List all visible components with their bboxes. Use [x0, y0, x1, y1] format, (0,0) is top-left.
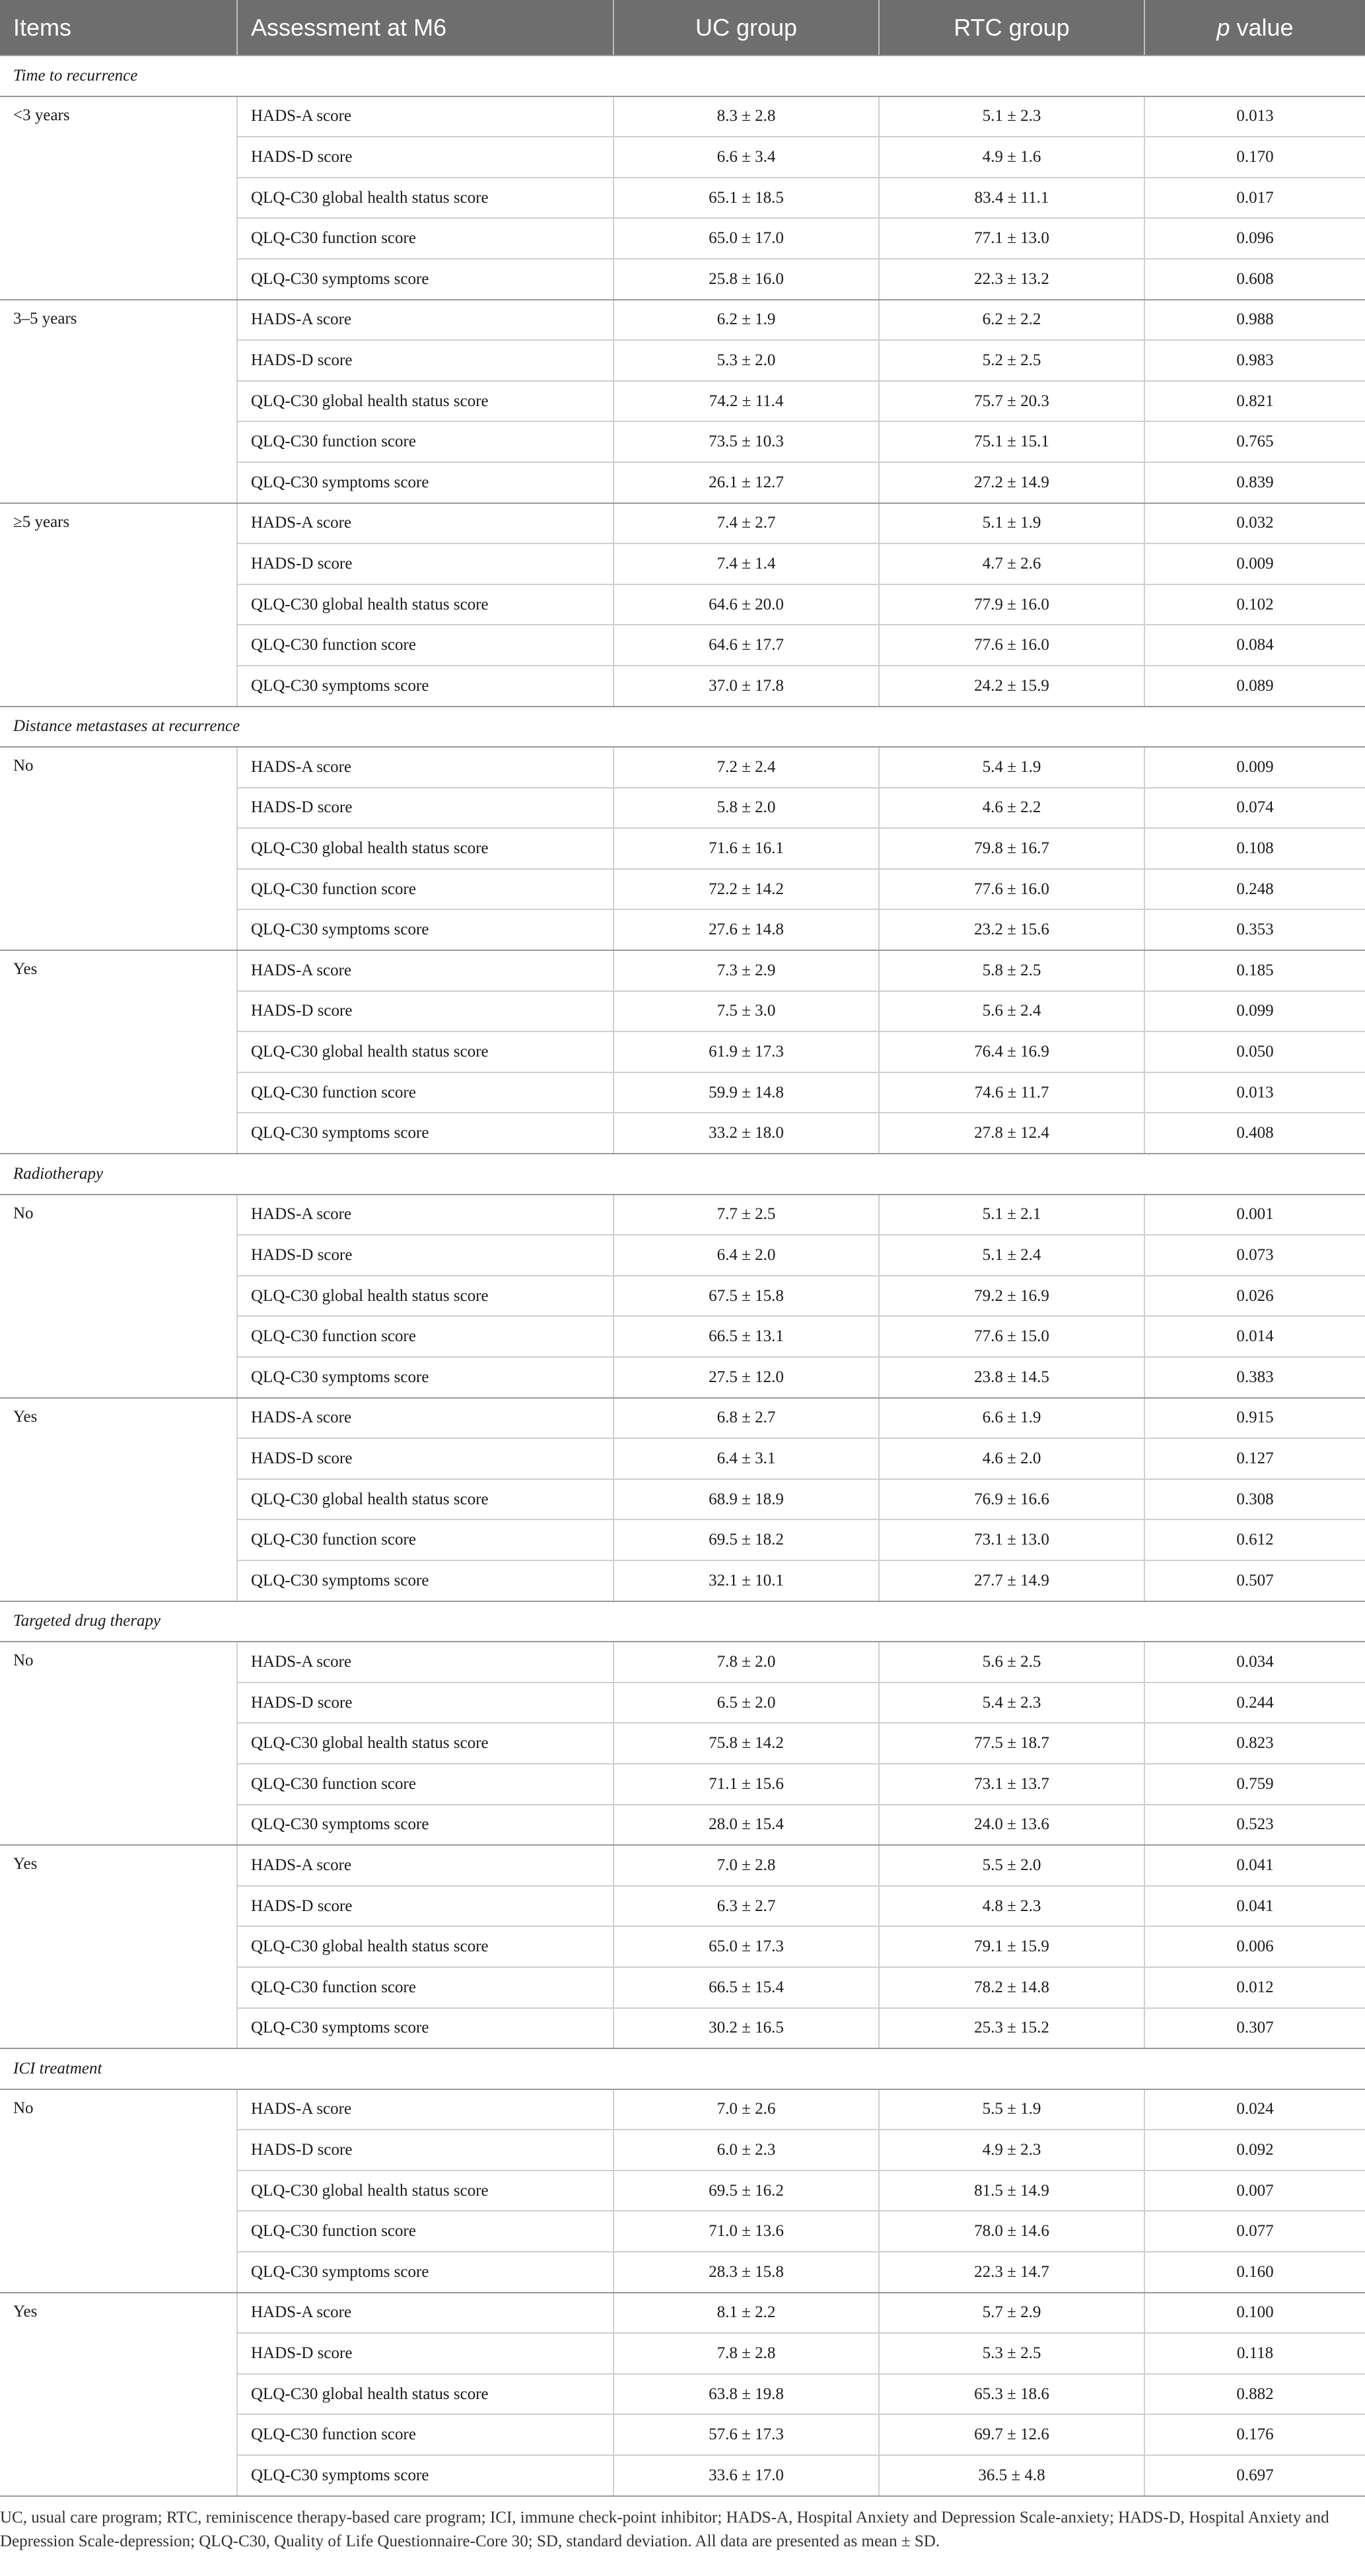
p-value-cell: 0.383: [1144, 1357, 1365, 1398]
assessment-cell: HADS-D score: [237, 340, 613, 381]
p-value-cell: 0.823: [1144, 1723, 1365, 1764]
assessment-cell: QLQ-C30 function score: [237, 1519, 613, 1560]
p-value-cell: 0.821: [1144, 381, 1365, 422]
assessment-cell: QLQ-C30 symptoms score: [237, 1113, 613, 1154]
assessment-cell: QLQ-C30 global health status score: [237, 178, 613, 219]
p-value-cell: 0.988: [1144, 300, 1365, 341]
rtc-value-cell: 36.5 ± 4.8: [879, 2455, 1144, 2496]
rtc-value-cell: 25.3 ± 15.2: [879, 2008, 1144, 2049]
p-value-cell: 0.089: [1144, 666, 1365, 707]
assessment-cell: QLQ-C30 symptoms score: [237, 2008, 613, 2049]
assessment-cell: QLQ-C30 function score: [237, 218, 613, 259]
p-value-cell: 0.013: [1144, 1072, 1365, 1113]
rtc-value-cell: 74.6 ± 11.7: [879, 1072, 1144, 1113]
uc-value-cell: 7.0 ± 2.6: [613, 2089, 879, 2130]
table-row: [0, 2089, 1365, 2130]
uc-value-cell: 6.5 ± 2.0: [613, 1683, 879, 1723]
table-footnote: UC, usual care program; RTC, reminiscence therapy-based care program; ICI, immune check-point inhibitor; HADS-A, Hospital Anxiety and Depression Scale-anxiety; HADS-D, Hospital Anxiety and Depression Scale-depression; QLQ-C30, Quality of Life Questionnaire-Core 30; SD, standard deviation. All data are presented as mean ± SD.: [0, 2509, 1329, 2550]
rtc-value-cell: 83.4 ± 11.1: [879, 178, 1144, 219]
p-value-cell: 0.160: [1144, 2252, 1365, 2293]
p-value-cell: 0.099: [1144, 991, 1365, 1032]
uc-value-cell: 72.2 ± 14.2: [613, 869, 879, 910]
group-label: No: [0, 1195, 237, 1398]
uc-value-cell: 6.8 ± 2.7: [613, 1398, 879, 1439]
rtc-value-cell: 27.2 ± 14.9: [879, 462, 1144, 503]
p-value-cell: 0.034: [1144, 1642, 1365, 1683]
uc-value-cell: 74.2 ± 11.4: [613, 381, 879, 422]
uc-value-cell: 33.2 ± 18.0: [613, 1113, 879, 1154]
p-value-cell: 0.765: [1144, 421, 1365, 462]
p-value-cell: 0.041: [1144, 1845, 1365, 1886]
uc-value-cell: 32.1 ± 10.1: [613, 1560, 879, 1601]
table-header: [0, 0, 1365, 55]
table-row: [0, 503, 1365, 544]
uc-value-cell: 6.6 ± 3.4: [613, 137, 879, 178]
rtc-value-cell: 5.1 ± 2.4: [879, 1235, 1144, 1276]
p-value-cell: 0.102: [1144, 584, 1365, 625]
p-value-cell: 0.353: [1144, 909, 1365, 950]
uc-value-cell: 75.8 ± 14.2: [613, 1723, 879, 1764]
assessment-cell: HADS-D score: [237, 991, 613, 1032]
uc-value-cell: 8.1 ± 2.2: [613, 2293, 879, 2334]
rtc-value-cell: 77.6 ± 16.0: [879, 869, 1144, 910]
assessment-cell: HADS-D score: [237, 2333, 613, 2374]
assessment-cell: QLQ-C30 symptoms score: [237, 909, 613, 950]
p-value-cell: 0.026: [1144, 1276, 1365, 1317]
uc-value-cell: 6.4 ± 2.0: [613, 1235, 879, 1276]
rtc-value-cell: 5.1 ± 2.1: [879, 1195, 1144, 1236]
section-title: ICI treatment: [0, 2048, 1365, 2089]
assessment-cell: QLQ-C30 global health status score: [237, 1926, 613, 1967]
assessment-cell: QLQ-C30 global health status score: [237, 2374, 613, 2415]
rtc-value-cell: 5.3 ± 2.5: [879, 2333, 1144, 2374]
table-row: [0, 1845, 1365, 1886]
rtc-value-cell: 22.3 ± 13.2: [879, 259, 1144, 300]
uc-value-cell: 71.0 ± 13.6: [613, 2211, 879, 2252]
p-value-cell: 0.032: [1144, 503, 1365, 544]
header-uc-group: UC group: [613, 0, 879, 55]
assessment-cell: HADS-D score: [237, 1235, 613, 1276]
assessment-cell: QLQ-C30 symptoms score: [237, 1805, 613, 1846]
p-value-cell: 0.050: [1144, 1031, 1365, 1072]
rtc-value-cell: 77.9 ± 16.0: [879, 584, 1144, 625]
assessment-cell: QLQ-C30 function score: [237, 1316, 613, 1357]
p-value-cell: 0.013: [1144, 96, 1365, 137]
assessment-cell: HADS-A score: [237, 300, 613, 341]
assessment-cell: QLQ-C30 symptoms score: [237, 2455, 613, 2496]
uc-value-cell: 66.5 ± 15.4: [613, 1967, 879, 2008]
uc-value-cell: 7.7 ± 2.5: [613, 1195, 879, 1236]
rtc-value-cell: 76.4 ± 16.9: [879, 1031, 1144, 1072]
assessment-cell: QLQ-C30 global health status score: [237, 828, 613, 869]
uc-value-cell: 26.1 ± 12.7: [613, 462, 879, 503]
p-value-cell: 0.308: [1144, 1479, 1365, 1520]
rtc-value-cell: 5.8 ± 2.5: [879, 950, 1144, 991]
p-value-cell: 0.608: [1144, 259, 1365, 300]
rtc-value-cell: 65.3 ± 18.6: [879, 2374, 1144, 2415]
rtc-value-cell: 4.6 ± 2.0: [879, 1438, 1144, 1479]
table-row: [0, 950, 1365, 991]
p-value-cell: 0.248: [1144, 869, 1365, 910]
uc-value-cell: 64.6 ± 17.7: [613, 625, 879, 666]
uc-value-cell: 65.0 ± 17.0: [613, 218, 879, 259]
uc-value-cell: 27.6 ± 14.8: [613, 909, 879, 950]
uc-value-cell: 64.6 ± 20.0: [613, 584, 879, 625]
p-value-cell: 0.092: [1144, 2130, 1365, 2171]
uc-value-cell: 5.3 ± 2.0: [613, 340, 879, 381]
rtc-value-cell: 77.5 ± 18.7: [879, 1723, 1144, 1764]
rtc-value-cell: 5.1 ± 1.9: [879, 503, 1144, 544]
assessment-cell: QLQ-C30 function score: [237, 2211, 613, 2252]
uc-value-cell: 7.4 ± 1.4: [613, 543, 879, 584]
rtc-value-cell: 5.6 ± 2.4: [879, 991, 1144, 1032]
section-title: Radiotherapy: [0, 1154, 1365, 1195]
p-value-cell: 0.118: [1144, 2333, 1365, 2374]
rtc-value-cell: 81.5 ± 14.9: [879, 2171, 1144, 2211]
header-p-value: [1144, 0, 1365, 55]
uc-value-cell: 7.0 ± 2.8: [613, 1845, 879, 1886]
rtc-value-cell: 75.7 ± 20.3: [879, 381, 1144, 422]
rtc-value-cell: 27.8 ± 12.4: [879, 1113, 1144, 1154]
rtc-value-cell: 5.4 ± 2.3: [879, 1683, 1144, 1723]
section-row: [0, 1154, 1365, 1195]
assessment-cell: HADS-D score: [237, 1438, 613, 1479]
rtc-value-cell: 5.6 ± 2.5: [879, 1642, 1144, 1683]
p-value-cell: 0.612: [1144, 1519, 1365, 1560]
p-value-cell: 0.170: [1144, 137, 1365, 178]
assessment-cell: QLQ-C30 global health status score: [237, 1479, 613, 1520]
assessment-cell: QLQ-C30 global health status score: [237, 1276, 613, 1317]
p-value-cell: 0.001: [1144, 1195, 1365, 1236]
p-value-cell: 0.041: [1144, 1886, 1365, 1927]
rtc-value-cell: 24.2 ± 15.9: [879, 666, 1144, 707]
group-label: No: [0, 747, 237, 950]
section-row: [0, 707, 1365, 748]
p-value-cell: 0.017: [1144, 178, 1365, 219]
uc-value-cell: 71.6 ± 16.1: [613, 828, 879, 869]
table-row: [0, 96, 1365, 137]
assessment-cell: HADS-D score: [237, 137, 613, 178]
p-value-cell: 0.176: [1144, 2414, 1365, 2455]
uc-value-cell: 6.0 ± 2.3: [613, 2130, 879, 2171]
assessment-cell: QLQ-C30 symptoms score: [237, 259, 613, 300]
group-label: No: [0, 2089, 237, 2293]
header-p-rest: value: [1230, 13, 1294, 41]
assessment-cell: HADS-D score: [237, 788, 613, 829]
uc-value-cell: 5.8 ± 2.0: [613, 788, 879, 829]
uc-value-cell: 57.6 ± 17.3: [613, 2414, 879, 2455]
rtc-value-cell: 27.7 ± 14.9: [879, 1560, 1144, 1601]
uc-value-cell: 59.9 ± 14.8: [613, 1072, 879, 1113]
p-value-cell: 0.983: [1144, 340, 1365, 381]
p-value-cell: 0.084: [1144, 625, 1365, 666]
assessment-cell: QLQ-C30 global health status score: [237, 2171, 613, 2211]
uc-value-cell: 68.9 ± 18.9: [613, 1479, 879, 1520]
group-label: ≥5 years: [0, 503, 237, 707]
table-row: [0, 747, 1365, 788]
assessment-cell: QLQ-C30 global health status score: [237, 1723, 613, 1764]
rtc-value-cell: 77.6 ± 16.0: [879, 625, 1144, 666]
p-value-cell: 0.185: [1144, 950, 1365, 991]
assessment-cell: QLQ-C30 function score: [237, 1967, 613, 2008]
uc-value-cell: 66.5 ± 13.1: [613, 1316, 879, 1357]
uc-value-cell: 71.1 ± 15.6: [613, 1764, 879, 1805]
rtc-value-cell: 77.1 ± 13.0: [879, 218, 1144, 259]
uc-value-cell: 63.8 ± 19.8: [613, 2374, 879, 2415]
assessment-cell: QLQ-C30 symptoms score: [237, 2252, 613, 2293]
assessment-cell: HADS-A score: [237, 747, 613, 788]
header-items: Items: [0, 0, 237, 55]
assessment-cell: QLQ-C30 function score: [237, 869, 613, 910]
p-value-cell: 0.244: [1144, 1683, 1365, 1723]
uc-value-cell: 69.5 ± 16.2: [613, 2171, 879, 2211]
rtc-value-cell: 5.7 ± 2.9: [879, 2293, 1144, 2334]
p-value-cell: 0.014: [1144, 1316, 1365, 1357]
p-value-cell: 0.073: [1144, 1235, 1365, 1276]
uc-value-cell: 25.8 ± 16.0: [613, 259, 879, 300]
section-title: Time to recurrence: [0, 55, 1365, 96]
p-value-cell: 0.100: [1144, 2293, 1365, 2334]
p-value-cell: 0.074: [1144, 788, 1365, 829]
p-value-cell: 0.839: [1144, 462, 1365, 503]
assessment-cell: HADS-A score: [237, 2293, 613, 2334]
uc-value-cell: 28.0 ± 15.4: [613, 1805, 879, 1846]
assessment-cell: QLQ-C30 global health status score: [237, 1031, 613, 1072]
uc-value-cell: 65.1 ± 18.5: [613, 178, 879, 219]
uc-value-cell: 7.5 ± 3.0: [613, 991, 879, 1032]
assessment-cell: QLQ-C30 symptoms score: [237, 462, 613, 503]
uc-value-cell: 8.3 ± 2.8: [613, 96, 879, 137]
p-value-cell: 0.024: [1144, 2089, 1365, 2130]
rtc-value-cell: 4.7 ± 2.6: [879, 543, 1144, 584]
rtc-value-cell: 78.0 ± 14.6: [879, 2211, 1144, 2252]
uc-value-cell: 33.6 ± 17.0: [613, 2455, 879, 2496]
p-value-cell: 0.127: [1144, 1438, 1365, 1479]
rtc-value-cell: 75.1 ± 15.1: [879, 421, 1144, 462]
table-body: [0, 55, 1365, 2496]
uc-value-cell: 7.4 ± 2.7: [613, 503, 879, 544]
rtc-value-cell: 5.1 ± 2.3: [879, 96, 1144, 137]
table-row: [0, 300, 1365, 341]
assessment-cell: HADS-A score: [237, 1642, 613, 1683]
rtc-value-cell: 23.2 ± 15.6: [879, 909, 1144, 950]
uc-value-cell: 61.9 ± 17.3: [613, 1031, 879, 1072]
assessment-cell: HADS-A score: [237, 1845, 613, 1886]
rtc-value-cell: 4.9 ± 2.3: [879, 2130, 1144, 2171]
uc-value-cell: 67.5 ± 15.8: [613, 1276, 879, 1317]
uc-value-cell: 28.3 ± 15.8: [613, 2252, 879, 2293]
p-value-cell: 0.009: [1144, 543, 1365, 584]
assessment-cell: HADS-A score: [237, 950, 613, 991]
p-value-cell: 0.523: [1144, 1805, 1365, 1846]
assessment-cell: QLQ-C30 function score: [237, 1764, 613, 1805]
header-rtc-group: RTC group: [879, 0, 1144, 55]
rtc-value-cell: 5.2 ± 2.5: [879, 340, 1144, 381]
p-value-cell: 0.012: [1144, 1967, 1365, 2008]
p-value-cell: 0.009: [1144, 747, 1365, 788]
uc-value-cell: 6.4 ± 3.1: [613, 1438, 879, 1479]
group-label: Yes: [0, 1398, 237, 1601]
uc-value-cell: 27.5 ± 12.0: [613, 1357, 879, 1398]
rtc-value-cell: 77.6 ± 15.0: [879, 1316, 1144, 1357]
rtc-value-cell: 24.0 ± 13.6: [879, 1805, 1144, 1846]
group-label: 3–5 years: [0, 300, 237, 503]
uc-value-cell: 73.5 ± 10.3: [613, 421, 879, 462]
p-value-cell: 0.307: [1144, 2008, 1365, 2049]
uc-value-cell: 6.3 ± 2.7: [613, 1886, 879, 1927]
assessment-cell: QLQ-C30 global health status score: [237, 381, 613, 422]
assessment-cell: QLQ-C30 symptoms score: [237, 1357, 613, 1398]
rtc-value-cell: 79.2 ± 16.9: [879, 1276, 1144, 1317]
p-value-cell: 0.507: [1144, 1560, 1365, 1601]
assessment-cell: HADS-A score: [237, 1195, 613, 1236]
table-row: [0, 1398, 1365, 1439]
group-label: Yes: [0, 950, 237, 1154]
group-label: <3 years: [0, 96, 237, 300]
rtc-value-cell: 73.1 ± 13.7: [879, 1764, 1144, 1805]
rtc-value-cell: 4.8 ± 2.3: [879, 1886, 1144, 1927]
rtc-value-cell: 79.8 ± 16.7: [879, 828, 1144, 869]
uc-value-cell: 7.8 ± 2.8: [613, 2333, 879, 2374]
assessment-cell: HADS-A score: [237, 2089, 613, 2130]
rtc-value-cell: 4.6 ± 2.2: [879, 788, 1144, 829]
assessment-cell: QLQ-C30 symptoms score: [237, 666, 613, 707]
rtc-value-cell: 73.1 ± 13.0: [879, 1519, 1144, 1560]
uc-value-cell: 30.2 ± 16.5: [613, 2008, 879, 2049]
p-value-cell: 0.077: [1144, 2211, 1365, 2252]
rtc-value-cell: 6.6 ± 1.9: [879, 1398, 1144, 1439]
p-value-cell: 0.759: [1144, 1764, 1365, 1805]
p-value-cell: 0.108: [1144, 828, 1365, 869]
rtc-value-cell: 69.7 ± 12.6: [879, 2414, 1144, 2455]
p-value-cell: 0.697: [1144, 2455, 1365, 2496]
assessment-cell: HADS-D score: [237, 1683, 613, 1723]
section-title: Distance metastases at recurrence: [0, 707, 1365, 748]
uc-value-cell: 6.2 ± 1.9: [613, 300, 879, 341]
assessment-cell: HADS-D score: [237, 2130, 613, 2171]
table-row: [0, 1642, 1365, 1683]
assessment-cell: QLQ-C30 function score: [237, 1072, 613, 1113]
assessment-cell: QLQ-C30 function score: [237, 625, 613, 666]
p-value-cell: 0.882: [1144, 2374, 1365, 2415]
rtc-value-cell: 78.2 ± 14.8: [879, 1967, 1144, 2008]
assessment-cell: QLQ-C30 symptoms score: [237, 1560, 613, 1601]
assessment-cell: QLQ-C30 function score: [237, 2414, 613, 2455]
p-value-cell: 0.915: [1144, 1398, 1365, 1439]
assessment-cell: HADS-A score: [237, 1398, 613, 1439]
assessment-cell: QLQ-C30 global health status score: [237, 584, 613, 625]
assessment-cell: HADS-D score: [237, 543, 613, 584]
table-row: [0, 2293, 1365, 2334]
group-label: No: [0, 1642, 237, 1845]
table-row: [0, 1195, 1365, 1236]
rtc-value-cell: 5.4 ± 1.9: [879, 747, 1144, 788]
rtc-value-cell: 79.1 ± 15.9: [879, 1926, 1144, 1967]
rtc-value-cell: 6.2 ± 2.2: [879, 300, 1144, 341]
uc-value-cell: 37.0 ± 17.8: [613, 666, 879, 707]
assessment-cell: HADS-A score: [237, 96, 613, 137]
uc-value-cell: 7.3 ± 2.9: [613, 950, 879, 991]
section-row: [0, 55, 1365, 96]
uc-value-cell: 7.2 ± 2.4: [613, 747, 879, 788]
p-value-cell: 0.096: [1144, 218, 1365, 259]
section-title: Targeted drug therapy: [0, 1601, 1365, 1642]
header-assessment: Assessment at M6: [237, 0, 613, 55]
assessment-cell: QLQ-C30 function score: [237, 421, 613, 462]
rtc-value-cell: 5.5 ± 1.9: [879, 2089, 1144, 2130]
rtc-value-cell: 23.8 ± 14.5: [879, 1357, 1144, 1398]
rtc-value-cell: 22.3 ± 14.7: [879, 2252, 1144, 2293]
header-p-italic: p: [1216, 13, 1230, 41]
p-value-cell: 0.408: [1144, 1113, 1365, 1154]
group-label: Yes: [0, 1845, 237, 2048]
assessment-cell: HADS-D score: [237, 1886, 613, 1927]
group-label: Yes: [0, 2293, 237, 2496]
rtc-value-cell: 76.9 ± 16.6: [879, 1479, 1144, 1520]
rtc-value-cell: 5.5 ± 2.0: [879, 1845, 1144, 1886]
section-row: [0, 2048, 1365, 2089]
section-row: [0, 1601, 1365, 1642]
assessment-cell: HADS-A score: [237, 503, 613, 544]
p-value-cell: 0.007: [1144, 2171, 1365, 2211]
uc-value-cell: 69.5 ± 18.2: [613, 1519, 879, 1560]
uc-value-cell: 65.0 ± 17.3: [613, 1926, 879, 1967]
uc-value-cell: 7.8 ± 2.0: [613, 1642, 879, 1683]
rtc-value-cell: 4.9 ± 1.6: [879, 137, 1144, 178]
p-value-cell: 0.006: [1144, 1926, 1365, 1967]
